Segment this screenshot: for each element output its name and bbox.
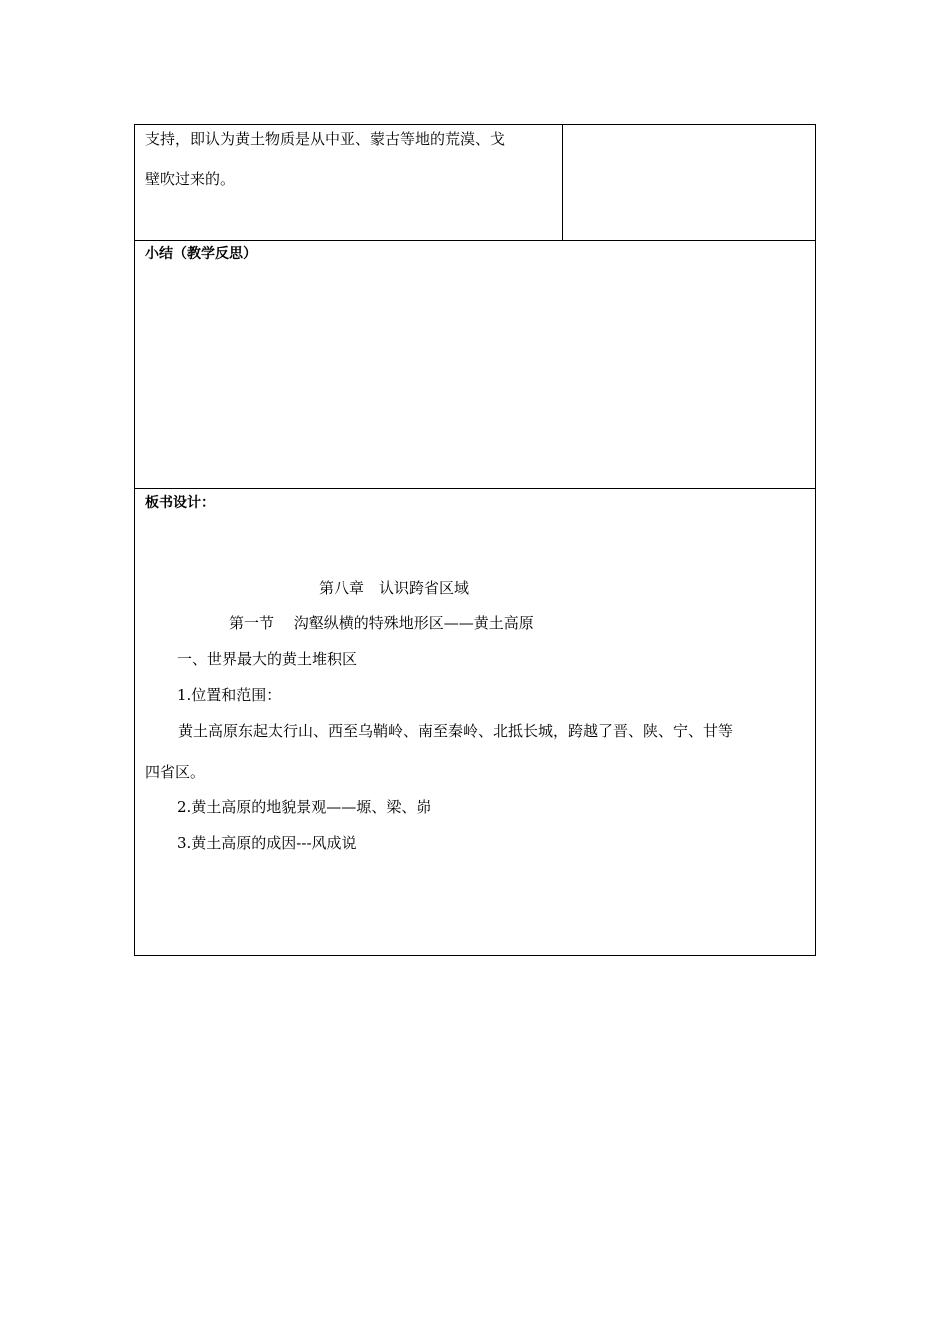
heading-1: 一、世界最大的黄土堆积区 bbox=[177, 650, 358, 668]
row1-bottom-border bbox=[134, 240, 816, 241]
item-2: 2.黄土高原的地貌景观——塬、梁、峁 bbox=[177, 798, 432, 816]
section-title: 第一节 沟壑纵横的特殊地形区——黄土高原 bbox=[229, 614, 534, 632]
item-1-title: 1.位置和范围： bbox=[177, 686, 282, 704]
row1-column-divider bbox=[562, 124, 563, 241]
item-1-text-line1: 黄土高原东起太行山、西至乌鞘岭、南至秦岭、北抵长城，跨越了晋、陕、宁、甘等 bbox=[178, 722, 734, 740]
continuation-text-line1: 支持，即认为黄土物质是从中亚、蒙古等地的荒漠、戈 bbox=[145, 130, 506, 148]
row2-bottom-border bbox=[134, 488, 816, 489]
item-3: 3.黄土高原的成因---风成说 bbox=[177, 834, 357, 852]
chapter-title: 第八章 认识跨省区域 bbox=[319, 579, 470, 597]
item-1-text-line2: 四省区。 bbox=[145, 763, 206, 781]
continuation-text-line2: 壁吹过来的。 bbox=[145, 170, 236, 188]
board-design-label: 板书设计： bbox=[145, 495, 215, 511]
summary-label: 小结（教学反思） bbox=[145, 246, 257, 262]
